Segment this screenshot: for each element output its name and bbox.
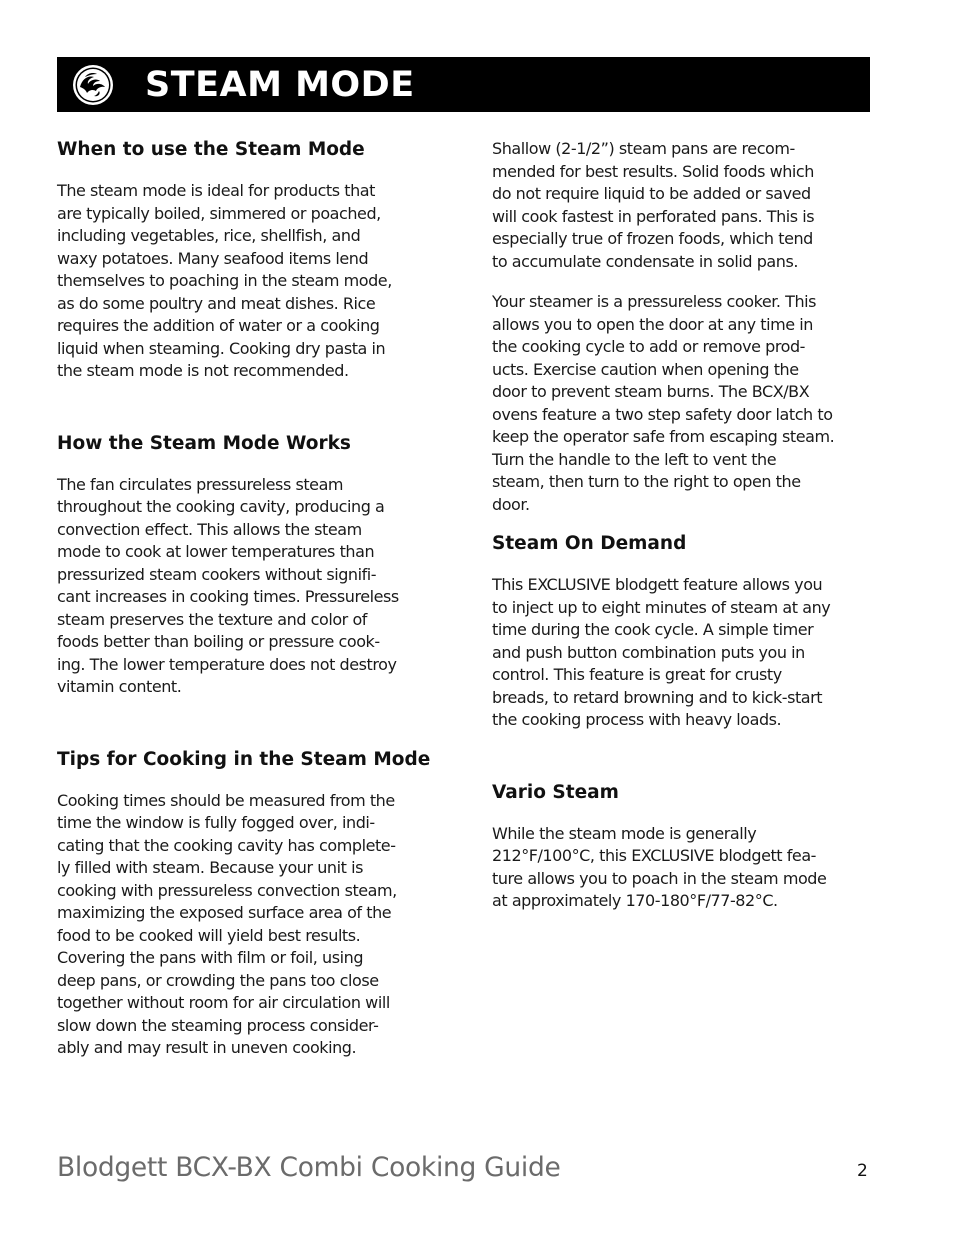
body-text-line: ucts. Exercise caution when opening the	[492, 359, 799, 379]
body-text-line: ably and may result in uneven cooking.	[57, 1038, 357, 1057]
body-text-line: slow down the steaming process consider-	[57, 1015, 379, 1035]
body-text-line: will cook fastest in perforated pans. This is	[492, 206, 815, 226]
section-how-it-works	[57, 432, 437, 699]
body-text-line: and push button combination puts you in	[492, 642, 805, 662]
page-number: 2	[857, 1161, 868, 1181]
body-text-line: convection effect. This allows the steam	[57, 519, 362, 539]
body-text-line: pressurized steam cookers without signifi-	[57, 564, 377, 584]
body-text-line: mended for best results. Solid foods which	[492, 161, 814, 181]
body-text-line: to accumulate condensate in solid pans.	[492, 251, 798, 271]
left-column	[57, 138, 437, 1060]
body-text-line: vitamin content.	[57, 677, 182, 696]
body-text-line: time the window is fully fogged over, indi-	[57, 813, 375, 832]
body-text-line: do not require liquid to be added or saved	[492, 184, 811, 203]
body-text-line: including vegetables, rice, shellfish, and	[57, 226, 361, 245]
body-text-line: Cooking times should be measured from the	[57, 790, 395, 810]
section-tips	[57, 748, 437, 1060]
section-steam-on-demand	[492, 532, 870, 732]
body-text-line: time during the cook cycle. A simple timer	[492, 620, 814, 639]
body-text-line: food to be cooked will yield best results.	[57, 925, 361, 945]
body-text-line: cooking with pressureless convection steam,	[57, 880, 397, 900]
section-heading: When to use the Steam Mode	[57, 139, 365, 160]
body-text-line: The steam mode is ideal for products that	[57, 181, 375, 200]
body-text-line: the cooking process with heavy loads.	[492, 710, 782, 729]
body-text-line: door to prevent steam burns. The BCX/BX	[492, 382, 810, 401]
section-heading: Vario Steam	[492, 781, 619, 803]
section-banner	[57, 57, 870, 112]
body-text-line: themselves to poaching in the steam mode,	[57, 271, 392, 290]
section-heading: How the Steam Mode Works	[57, 432, 351, 454]
page-title: STEAM MODE	[145, 65, 415, 105]
intro-paragraph-pans	[492, 138, 870, 273]
body-text-line: 212°F/100°C, this EXCLUSIVE blodgett fea-	[492, 846, 817, 865]
body-text-line: While the steam mode is generally	[492, 823, 757, 843]
body-text-line: the cooking cycle to add or remove prod-	[492, 337, 806, 356]
body-text-line: control. This feature is great for crusty	[492, 665, 782, 684]
intro-paragraph-pressureless	[492, 291, 870, 516]
body-text-line: ing. The lower temperature does not destroy	[57, 654, 397, 674]
body-text-line: cant increases in cooking times. Pressureless	[57, 587, 399, 606]
body-text-line: steam preserves the texture and color of	[57, 609, 367, 629]
section-vario-steam	[492, 781, 870, 913]
body-text-line: to inject up to eight minutes of steam at any	[492, 597, 831, 617]
body-text-line: steam, then turn to the right to open the	[492, 472, 801, 491]
body-text-line: requires the addition of water or a cooking	[57, 316, 380, 335]
body-text-line: liquid when steaming. Cooking dry pasta in	[57, 338, 386, 358]
body-text-line: the steam mode is not recommended.	[57, 361, 349, 380]
body-text-line: at approximately 170-180°F/77-82°C.	[492, 891, 778, 910]
body-text-line: maximizing the exposed surface area of the	[57, 903, 392, 922]
body-text-line: allows you to open the door at any time in	[492, 314, 813, 334]
footer-guide-title: Blodgett BCX-BX Combi Cooking Guide	[57, 1152, 561, 1183]
body-text-line: together without room for air circulation will	[57, 993, 390, 1012]
section-heading: Tips for Cooking in the Steam Mode	[57, 748, 431, 770]
section-when-to-use	[57, 138, 437, 383]
body-text-line: foods better than boiling or pressure cook-	[57, 632, 380, 651]
body-text-line: Turn the handle to the left to vent the	[492, 449, 777, 469]
body-text-line: This EXCLUSIVE blodgett feature allows you	[492, 575, 823, 594]
body-text-line: as do some poultry and meat dishes. Rice	[57, 293, 376, 313]
section-heading: Steam On Demand	[492, 533, 687, 554]
body-text-line: door.	[492, 494, 530, 514]
body-text-line: mode to cook at lower temperatures than	[57, 542, 375, 561]
blodgett-logo-icon	[71, 63, 115, 107]
right-column	[492, 138, 870, 913]
body-text-line: ovens feature a two step safety door latch to	[492, 404, 833, 424]
body-text-line: keep the operator safe from escaping steam.	[492, 427, 835, 446]
body-text-line: Your steamer is a pressureless cooker. This	[492, 292, 817, 311]
body-text-line: ly filled with steam. Because your unit is	[57, 858, 363, 877]
body-text-line: deep pans, or crowding the pans too close	[57, 970, 379, 990]
body-text-line: especially true of frozen foods, which tend	[492, 229, 813, 248]
body-text-line: are typically boiled, simmered or poached,	[57, 203, 381, 223]
body-text-line: The fan circulates pressureless steam	[57, 474, 344, 494]
body-text-line: Covering the pans with film or foil, using	[57, 948, 364, 967]
body-text-line: throughout the cooking cavity, producing a	[57, 497, 385, 516]
body-text-line: waxy potatoes. Many seafood items lend	[57, 248, 369, 268]
body-text-line: breads, to retard browning and to kick-start	[492, 687, 823, 707]
body-text-line: ture allows you to poach in the steam mode	[492, 868, 827, 888]
body-text-line: Shallow (2-1/2”) steam pans are recom-	[492, 139, 795, 158]
body-text-line: cating that the cooking cavity has complete-	[57, 835, 396, 855]
